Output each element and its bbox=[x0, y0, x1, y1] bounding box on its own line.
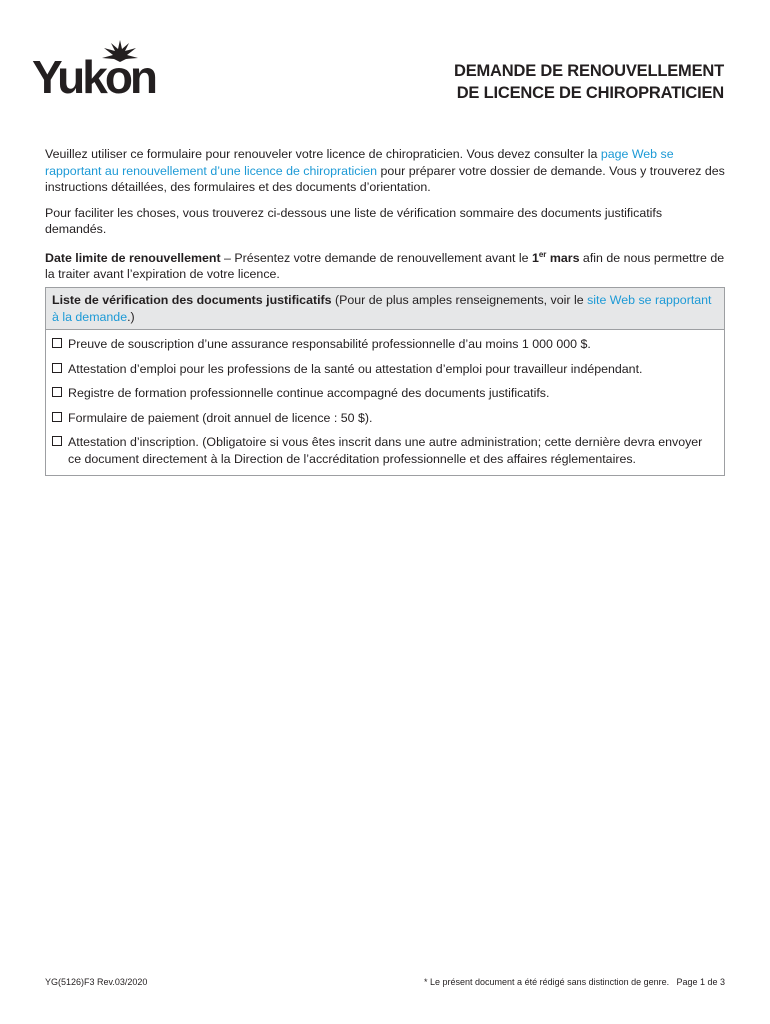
logo-wordmark: Yukon bbox=[32, 51, 156, 103]
training-record-checkbox[interactable] bbox=[52, 387, 62, 397]
intro-paragraph-1 bbox=[45, 146, 725, 196]
checklist-item bbox=[52, 385, 718, 402]
deadline-paragraph bbox=[45, 247, 725, 283]
checklist-item-label: Preuve de souscription d’une assurance responsabilité professionnelle d’au moins 1 000 000 $. bbox=[68, 337, 591, 351]
checklist-item bbox=[52, 361, 718, 378]
payment-form-checkbox[interactable] bbox=[52, 412, 62, 422]
form-title bbox=[454, 60, 724, 104]
intro-paragraph-2: Pour faciliter les choses, vous trouverez ci-dessous une liste de vérification sommaire des documents justificatifs demandés. bbox=[45, 205, 663, 236]
deadline-text: afin de nous permettre de la traiter avant l’expiration de votre licence. bbox=[45, 250, 725, 282]
deadline-day: 1er mars bbox=[531, 249, 580, 265]
intro-section bbox=[45, 146, 725, 292]
checklist-item bbox=[52, 434, 718, 467]
checklist-header-text: .) bbox=[127, 309, 135, 324]
page-number: Page 1 de 3 bbox=[676, 977, 725, 987]
insurance-checkbox[interactable] bbox=[52, 338, 62, 348]
application-website-link[interactable]: site Web se rapportant à la demande bbox=[52, 293, 712, 324]
checklist-item bbox=[52, 336, 718, 353]
intro-text: Veuillez utiliser ce formulaire pour renouveler votre licence de chiropraticien. Vous devez consulter la bbox=[45, 147, 601, 161]
checklist-items bbox=[46, 330, 724, 475]
employment-attestation-checkbox[interactable] bbox=[52, 363, 62, 373]
form-title-line2: DE LICENCE DE CHIROPRATICIEN bbox=[456, 84, 724, 102]
checklist-header-text: (Pour de plus amples renseignements, voir le bbox=[331, 293, 588, 307]
deadline-text: – Présentez votre demande de renouvellement avant le bbox=[220, 250, 532, 265]
form-title-line1: DEMANDE DE RENOUVELLEMENT bbox=[453, 62, 724, 80]
form-code: YG(5126)F3 Rev.03/2020 bbox=[45, 977, 148, 987]
intro-text: pour préparer votre dossier de demande. Vous y trouverez des instructions détaillées, des formulaires et des documents d’orientation. bbox=[45, 163, 725, 194]
checklist-item-label: Attestation d’emploi pour les professions de la santé ou attestation d’emploi pour travailleur indépendant. bbox=[68, 361, 643, 376]
checklist-header bbox=[46, 288, 724, 330]
checklist-item-label: Registre de formation professionnelle continue accompagné des documents justificatifs. bbox=[68, 386, 550, 400]
deadline-label: Date limite de renouvellement bbox=[45, 250, 221, 265]
renewal-webpage-link[interactable]: page Web se rapportant au renouvellement d’une licence de chiropraticien bbox=[45, 147, 674, 178]
document-checklist bbox=[45, 287, 725, 476]
checklist-title: Liste de vérification des documents justificatifs bbox=[52, 293, 332, 307]
checklist-item-label: Formulaire de paiement (droit annuel de licence : 50 $). bbox=[68, 410, 373, 425]
registration-attestation-checkbox[interactable] bbox=[52, 436, 62, 446]
gender-note: * Le présent document a été rédigé sans distinction de genre. bbox=[424, 977, 670, 987]
checklist-item bbox=[52, 410, 718, 427]
yukon-logo bbox=[32, 40, 172, 104]
checklist-item-label: Attestation d’inscription. (Obligatoire si vous êtes inscrit dans une autre administration; cette dernière devra envoyer ce document directement à la Direction de l’accréditation professionnelle et des affaires réglementaires. bbox=[68, 435, 703, 466]
